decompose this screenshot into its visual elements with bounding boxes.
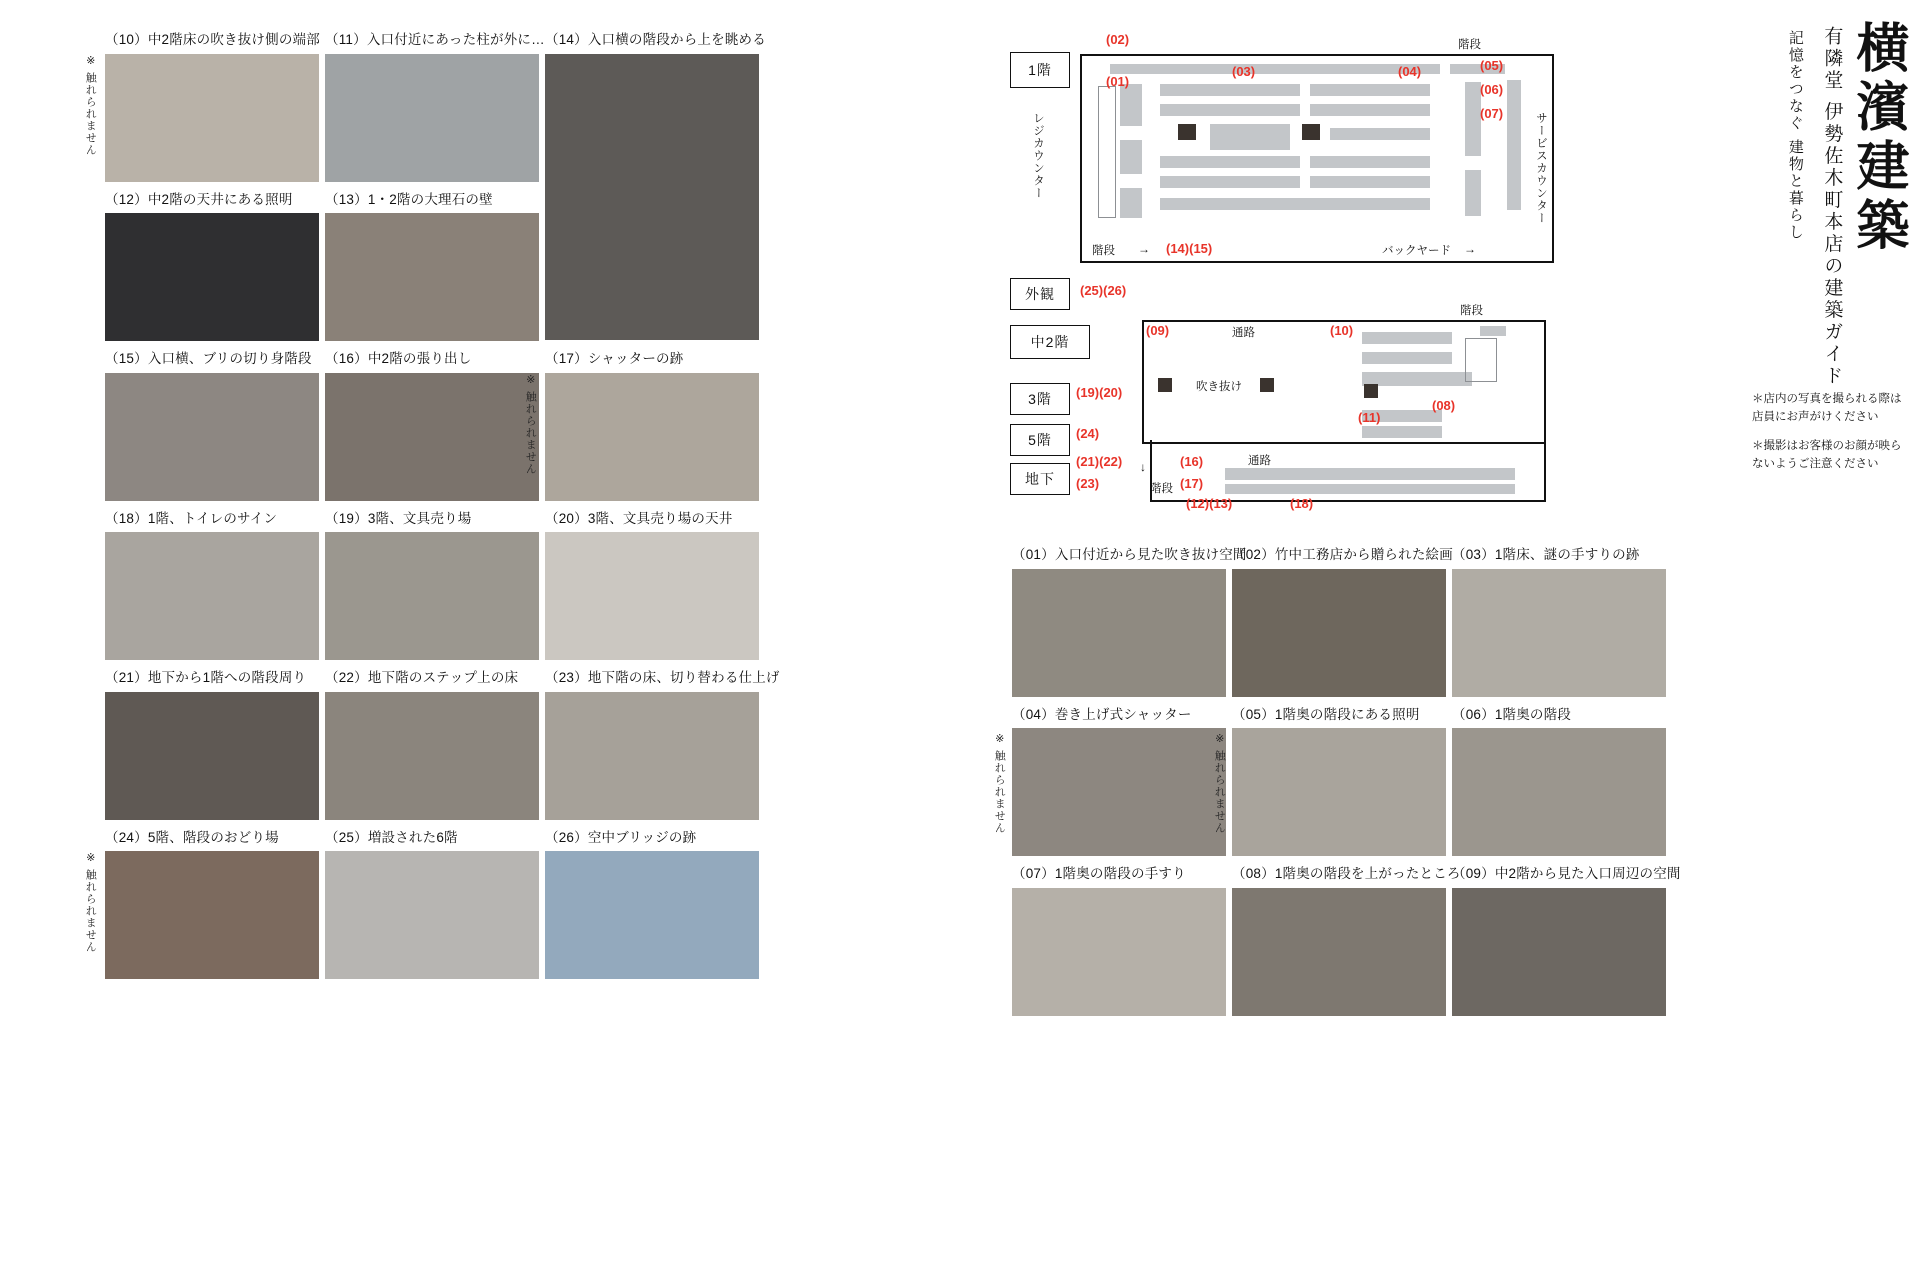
map-number-25-26: (25)(26) (1080, 283, 1127, 298)
photo-image (524, 372, 759, 501)
photo-caption: （02）竹中工務店から贈られた絵画 (1232, 547, 1453, 562)
map-label-stairs-mezzanine: 階段 (1460, 305, 1483, 317)
photo-cell (105, 349, 319, 501)
photo-cell (1012, 864, 1226, 1016)
photo-caption: （03）1階床、謎の手すりの跡 (1452, 547, 1640, 562)
photo-image (105, 532, 319, 660)
photo-cell (325, 190, 539, 342)
floor-label-mezzanine: 中2階 (1010, 325, 1090, 359)
photo-image (1452, 728, 1666, 856)
fixture (1362, 332, 1452, 344)
map-number-19-20: (19)(20) (1076, 385, 1123, 400)
floor-label-5f: 5階 (1010, 424, 1070, 456)
photo-caption: （22）地下階のステップ上の床 (325, 670, 519, 686)
photo-caption: （18）1階、トイレのサイン (105, 510, 278, 526)
photo-cell (1452, 545, 1666, 697)
map-label-register-counter: レジカウンター (1032, 112, 1044, 200)
photo-caption: （05）1階奥の階段にある照明 (1232, 706, 1420, 722)
photo-caption: （19）3階、文具売り場 (325, 510, 472, 526)
photo-image (545, 532, 759, 660)
no-touch-warning: ※ 触れられません (1213, 732, 1226, 835)
photo-caption: （26）空中ブリッジの跡 (545, 829, 697, 845)
map-number-03: (03) (1232, 64, 1256, 79)
photo-image (1452, 888, 1666, 1016)
photo-image (1012, 569, 1226, 697)
photo-caption: （11）入口付近にあった柱が外に… (325, 32, 545, 47)
arrow-down-basement-stairs: ↓ (1140, 460, 1146, 474)
photo-caption: （09）中2階から見た入口周辺の空間 (1452, 866, 1681, 882)
map-number-17: (17) (1180, 476, 1204, 491)
note-privacy: ＊撮影はお客様のお顔が映らないようご注意ください (1752, 439, 1902, 471)
photo-cell (105, 190, 319, 342)
fixture (1210, 124, 1290, 150)
right-photo-grid (993, 545, 1681, 1024)
fixture (1465, 170, 1481, 216)
fixture (1465, 82, 1481, 156)
fixture (1362, 352, 1452, 364)
photo-image (105, 373, 319, 501)
map-number-05: (05) (1480, 58, 1504, 73)
photo-image (545, 692, 759, 820)
photo-caption: （12）中2階の天井にある照明 (105, 191, 293, 207)
photo-image (545, 851, 759, 979)
no-touch-warning: ※ 触れられません (524, 372, 537, 475)
map-label-stairs-basement: 階段 (1150, 483, 1173, 495)
photo-cell (1232, 545, 1453, 697)
fixture (1310, 176, 1430, 188)
stair-run (1465, 338, 1497, 382)
right-panel (993, 0, 1920, 1280)
photo-caption: （10）中2階床の吹き抜け側の端部 (105, 32, 320, 47)
floor-map (1010, 20, 1690, 510)
photo-caption: （13）1・2階の大理石の壁 (325, 191, 493, 207)
fixture (1160, 176, 1300, 188)
photo-cell (1452, 864, 1681, 1016)
left-photo-grid (84, 30, 780, 987)
photo-image (1232, 569, 1446, 697)
photo-image (84, 53, 319, 182)
arrow-right-stairs: → (1138, 242, 1150, 256)
photo-caption: （15）入口横、ブリの切り身階段 (105, 351, 312, 367)
photo-cell (325, 349, 539, 501)
photo-cell (545, 668, 780, 820)
fixture (1160, 104, 1300, 116)
map-label-stairs-1f-left: 階段 (1092, 245, 1115, 257)
photo-image (1213, 728, 1446, 856)
fixture (1480, 326, 1506, 336)
map-number-18: (18) (1290, 496, 1314, 511)
map-number-08: (08) (1432, 398, 1456, 413)
photo-cell (1012, 545, 1247, 697)
map-number-02: (02) (1106, 32, 1130, 47)
fixture (1160, 156, 1300, 168)
photo-image (325, 373, 539, 501)
photo-image (325, 532, 539, 660)
map-number-10: (10) (1330, 323, 1354, 338)
photo-image (325, 851, 539, 979)
map-label-stairs-1f: 階段 (1458, 39, 1481, 51)
photo-image (1232, 888, 1446, 1016)
photo-cell (1232, 864, 1461, 1016)
column (1260, 378, 1274, 392)
photo-caption: （14）入口横の階段から上を眺める (545, 32, 766, 47)
photo-image (325, 54, 539, 182)
photo-cell (325, 509, 539, 661)
fixture (1225, 484, 1515, 494)
photo-cell (545, 509, 759, 661)
map-number-04: (04) (1398, 64, 1422, 79)
fixture (1120, 140, 1142, 174)
no-touch-warning: ※ 触れられません (84, 851, 97, 954)
fixture (1362, 426, 1442, 438)
photo-caption: （24）5階、階段のおどり場 (105, 829, 279, 845)
photo-caption: （07）1階奥の階段の手すり (1012, 866, 1186, 882)
photo-image (105, 213, 319, 341)
map-label-backyard: バックヤード (1382, 245, 1451, 257)
photo-image (1012, 888, 1226, 1016)
fixture (1110, 64, 1440, 74)
page-subtitle: 有隣堂 伊勢佐木町本店の建築ガイド (1821, 26, 1844, 388)
photo-cell (325, 30, 545, 182)
photo-cell (545, 828, 759, 980)
floor-label-3f: 3階 (1010, 383, 1070, 415)
photo-caption: （25）増設された6階 (325, 829, 458, 845)
map-number-16: (16) (1180, 454, 1204, 469)
fixture (1330, 128, 1430, 140)
photo-caption: （04）巻き上げ式シャッター (1012, 706, 1192, 722)
no-touch-warning: ※ 触れられません (84, 53, 97, 156)
photo-cell (545, 30, 766, 341)
column (1302, 124, 1320, 140)
photo-caption: （06）1階奥の階段 (1452, 706, 1572, 722)
column (1158, 378, 1172, 392)
map-number-01: (01) (1106, 74, 1130, 89)
column (1178, 124, 1196, 140)
map-label-atrium: 吹き抜け (1196, 381, 1242, 393)
column (1364, 384, 1378, 398)
notes-block (1752, 390, 1902, 484)
fixture (1310, 156, 1430, 168)
photo-cell (84, 30, 320, 182)
photo-image (1452, 569, 1666, 697)
page-subtitle-secondary: 記憶をつなぐ 建物と暮らし (1786, 30, 1805, 241)
photo-caption: （23）地下階の床、切り替わる仕上げ (545, 670, 780, 686)
map-number-11: (11) (1358, 410, 1381, 425)
map-number-14-15: (14)(15) (1166, 241, 1213, 256)
arrow-right-backyard: → (1464, 242, 1476, 256)
fixture (1160, 84, 1300, 96)
photo-cell (993, 705, 1226, 857)
fixture (1225, 468, 1515, 480)
photo-cell (325, 668, 539, 820)
map-number-23: (23) (1076, 476, 1100, 491)
map-number-07: (07) (1480, 106, 1504, 121)
photo-caption: （21）地下から1階への階段周り (105, 670, 307, 686)
map-number-24: (24) (1076, 426, 1100, 441)
page-title: 横濱建築 (1848, 20, 1910, 256)
photo-caption: （17）シャッターの跡 (545, 351, 684, 367)
map-label-corridor-basement: 通路 (1248, 455, 1271, 467)
photo-cell (325, 828, 539, 980)
photo-image (105, 692, 319, 820)
no-touch-warning: ※ 触れられません (993, 732, 1006, 835)
fixture (1160, 198, 1430, 210)
photo-caption: （20）3階、文具売り場の天井 (545, 510, 733, 526)
photo-caption: （01）入口付近から見た吹き抜け空間 (1012, 547, 1247, 562)
fixture (1310, 84, 1430, 96)
photo-image (545, 54, 759, 340)
map-number-09: (09) (1146, 323, 1170, 338)
map-label-service-counter: サービスカウンター (1535, 112, 1547, 225)
map-label-corridor-mezzanine: 通路 (1232, 327, 1255, 339)
map-number-21-22: (21)(22) (1076, 454, 1123, 469)
floor-label-1f: 1階 (1010, 52, 1070, 88)
floor-label-exterior: 外観 (1010, 278, 1070, 310)
register-counter (1098, 86, 1116, 218)
fixture (1120, 188, 1142, 218)
map-number-12-13: (12)(13) (1186, 496, 1233, 511)
photo-cell (1213, 705, 1446, 857)
photo-cell (524, 349, 759, 501)
fixture (1310, 104, 1430, 116)
photo-image (325, 692, 539, 820)
photo-cell (84, 828, 319, 980)
fixture (1362, 372, 1472, 386)
map-number-06: (06) (1480, 82, 1504, 97)
photo-image (325, 213, 539, 341)
photo-cell (105, 668, 319, 820)
photo-caption: （08）1階奥の階段を上がったところ (1232, 866, 1461, 882)
photo-cell (1452, 705, 1666, 857)
fixture (1507, 80, 1521, 210)
photo-image (993, 728, 1226, 856)
photo-cell (105, 509, 319, 661)
floor-label-basement: 地下 (1010, 463, 1070, 495)
photo-caption: （16）中2階の張り出し (325, 351, 472, 367)
photo-image (84, 851, 319, 979)
fixture (1120, 84, 1142, 126)
note-photo-permission: ＊店内の写真を撮られる際は店員にお声がけください (1752, 393, 1902, 424)
